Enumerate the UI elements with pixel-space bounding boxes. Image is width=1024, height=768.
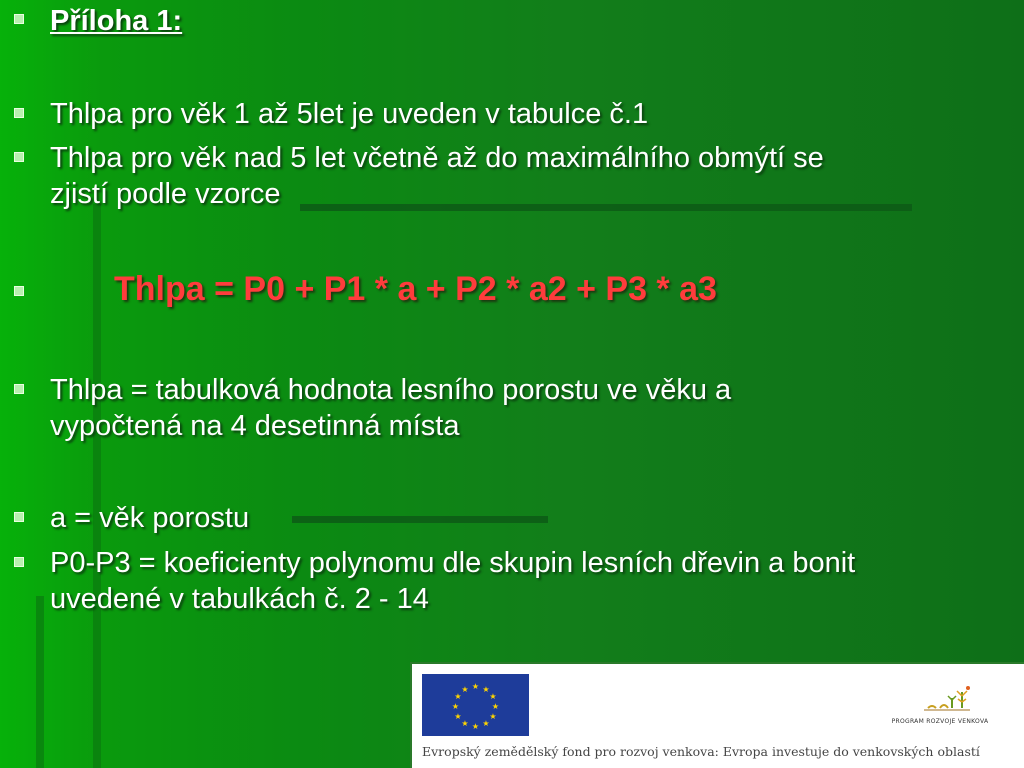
svg-text:★: ★ (489, 692, 497, 701)
svg-text:★: ★ (489, 712, 497, 721)
bullet-icon (14, 14, 24, 24)
bullet-text: Thlpa pro věk nad 5 let včetně až do maximálního obmýtí se (50, 142, 824, 174)
bullet-text-continuation: vypočtená na 4 desetinná místa (50, 410, 460, 442)
formula: Thlpa = P0 + P1 * a + P2 * a2 + P3 * a3 (114, 270, 717, 308)
bullet-icon (14, 557, 24, 567)
svg-text:★: ★ (482, 685, 490, 694)
eu-flag-icon (422, 674, 529, 736)
svg-text:★: ★ (461, 719, 469, 728)
bullet-text-continuation: uvedené v tabulkách č. 2 - 14 (50, 583, 429, 615)
bullet-icon (14, 108, 24, 118)
decorative-line (292, 516, 548, 523)
footer-text: Evropský zemědělský fond pro rozvoj venkova: Evropa investuje do venkovských oblastí (422, 744, 980, 759)
svg-text:★: ★ (471, 682, 480, 691)
bullet-text: a = věk porostu (50, 502, 250, 534)
decorative-vertical-line (93, 204, 101, 768)
svg-text:★: ★ (491, 702, 500, 711)
bullet-text-continuation: zjistí podle vzorce (50, 178, 281, 210)
program-caption: PROGRAM ROZVOJE VENKOVA (891, 718, 989, 725)
eu-footer-banner (410, 662, 1024, 768)
svg-text:★: ★ (461, 685, 469, 694)
svg-text:★: ★ (454, 712, 462, 721)
bullet-text: Thlpa = tabulková hodnota lesního porostu ve věku a (50, 374, 732, 406)
bullet-text: P0-P3 = koeficienty polynomu dle skupin lesních dřevin a bonit (50, 547, 856, 579)
decorative-line (300, 204, 912, 211)
svg-text:★: ★ (471, 722, 480, 731)
program-rozvoje-venkova-logo-icon (880, 674, 1000, 734)
svg-text:★: ★ (482, 719, 490, 728)
bullet-text: Thlpa pro věk 1 až 5let je uveden v tabulce č.1 (50, 98, 649, 130)
svg-text:★: ★ (454, 692, 462, 701)
svg-text:★: ★ (451, 702, 460, 711)
bullet-icon (14, 512, 24, 522)
slide-title: Příloha 1: (50, 5, 183, 37)
bullet-icon (14, 152, 24, 162)
decorative-vertical-line (36, 596, 44, 768)
bullet-icon (14, 286, 24, 296)
bullet-icon (14, 384, 24, 394)
